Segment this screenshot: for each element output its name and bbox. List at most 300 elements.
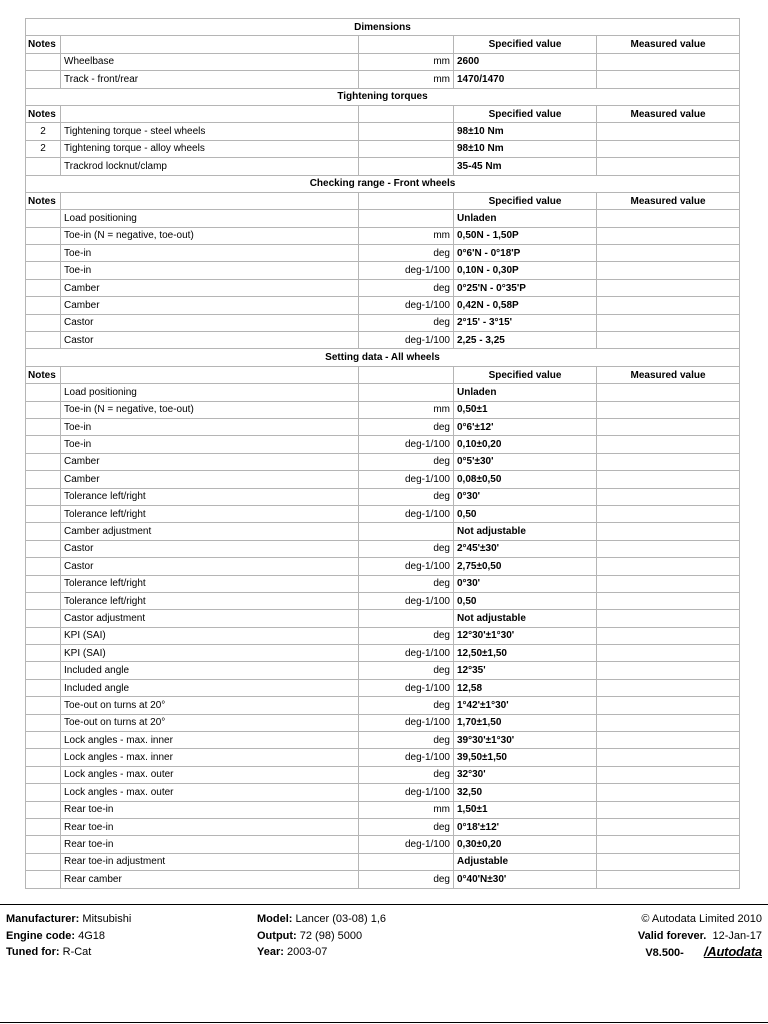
measured-value-cell [597, 471, 740, 488]
specified-value-cell: 12,58 [454, 679, 597, 696]
table-body [26, 19, 740, 889]
version-line [638, 944, 762, 962]
unit-cell: deg [359, 245, 454, 262]
table-row [26, 488, 740, 505]
table-row [26, 53, 740, 70]
unit-cell: deg [359, 314, 454, 331]
note-cell [26, 453, 61, 470]
column-header-row [26, 192, 740, 209]
version: V8.500- [645, 947, 684, 959]
column-header-row [26, 366, 740, 383]
tuned-line [6, 944, 131, 961]
unit-cell: deg [359, 575, 454, 592]
measured-value-cell [597, 766, 740, 783]
measured-value-cell [597, 801, 740, 818]
unit-cell: deg-1/100 [359, 471, 454, 488]
unit-cell: deg-1/100 [359, 592, 454, 609]
description-cell: Lock angles - max. inner [61, 732, 359, 749]
table-row [26, 262, 740, 279]
unit-cell [359, 610, 454, 627]
specified-value-cell: 0,50±1 [454, 401, 597, 418]
specified-value-cell: 0°25'N - 0°35'P [454, 279, 597, 296]
notes-header: Notes [26, 105, 61, 122]
table-row [26, 627, 740, 644]
specified-value-cell: 2,25 - 3,25 [454, 332, 597, 349]
unit-cell: deg [359, 732, 454, 749]
unit-cell: deg-1/100 [359, 297, 454, 314]
unit-cell: deg [359, 279, 454, 296]
note-cell [26, 732, 61, 749]
unit-cell: mm [359, 227, 454, 244]
specified-value-cell: 0°6'N - 0°18'P [454, 245, 597, 262]
description-cell: Castor adjustment [61, 610, 359, 627]
unit-cell [359, 210, 454, 227]
unit-cell: deg-1/100 [359, 749, 454, 766]
description-cell: Included angle [61, 662, 359, 679]
year-label: Year: [257, 946, 284, 958]
table-row [26, 610, 740, 627]
description-cell: Castor [61, 332, 359, 349]
note-cell [26, 471, 61, 488]
measured-value-cell [597, 679, 740, 696]
description-cell: Castor [61, 558, 359, 575]
specified-value-cell: 0°18'±12' [454, 818, 597, 835]
table-row [26, 158, 740, 175]
description-cell: Rear camber [61, 871, 359, 888]
measured-value-cell [597, 627, 740, 644]
table-row [26, 453, 740, 470]
specified-value-cell: 0,08±0,50 [454, 471, 597, 488]
column-header-row [26, 105, 740, 122]
unit-cell: mm [359, 53, 454, 70]
note-cell [26, 662, 61, 679]
specified-value-cell: 0,30±0,20 [454, 836, 597, 853]
specified-value-header: Specified value [454, 36, 597, 53]
table-row [26, 871, 740, 888]
measured-value-cell [597, 227, 740, 244]
manufacturer-label: Manufacturer: [6, 913, 80, 925]
specified-value-cell: Unladen [454, 210, 597, 227]
measured-value-cell [597, 279, 740, 296]
description-cell: Toe-in (N = negative, toe-out) [61, 401, 359, 418]
table-row [26, 523, 740, 540]
measured-value-cell [597, 645, 740, 662]
year-line [257, 944, 386, 961]
measured-value-header: Measured value [597, 366, 740, 383]
table-row [26, 71, 740, 88]
measured-value-cell [597, 140, 740, 157]
description-cell: Toe-in [61, 418, 359, 435]
measured-value-header: Measured value [597, 36, 740, 53]
specified-value-cell: 35-45 Nm [454, 158, 597, 175]
unit-cell [359, 853, 454, 870]
table-row [26, 436, 740, 453]
specified-value-header: Specified value [454, 105, 597, 122]
column-header-row [26, 36, 740, 53]
description-cell: Camber [61, 453, 359, 470]
note-cell [26, 279, 61, 296]
table-row [26, 818, 740, 835]
table-row [26, 418, 740, 435]
table-row [26, 801, 740, 818]
measured-value-cell [597, 540, 740, 557]
description-cell: KPI (SAI) [61, 627, 359, 644]
table-row [26, 558, 740, 575]
specified-value-cell: 0°5'±30' [454, 453, 597, 470]
unit-cell [359, 140, 454, 157]
unit-cell: deg [359, 540, 454, 557]
valid-label: Valid forever. [637, 929, 707, 942]
note-cell [26, 436, 61, 453]
description-cell: Wheelbase [61, 53, 359, 70]
note-cell [26, 505, 61, 522]
specified-value-cell: 2,75±0,50 [454, 558, 597, 575]
description-cell: Toe-out on turns at 20° [61, 697, 359, 714]
note-cell [26, 627, 61, 644]
specified-value-cell: Not adjustable [454, 610, 597, 627]
description-cell: Camber [61, 279, 359, 296]
note-cell: 2 [26, 123, 61, 140]
measured-value-cell [597, 697, 740, 714]
specified-value-cell: Not adjustable [454, 523, 597, 540]
description-cell: Castor [61, 540, 359, 557]
note-cell [26, 679, 61, 696]
table-row [26, 697, 740, 714]
table-row [26, 401, 740, 418]
output-line [257, 928, 386, 945]
specified-value-cell: 2°45'±30' [454, 540, 597, 557]
note-cell [26, 558, 61, 575]
table-row [26, 749, 740, 766]
specified-value-cell: 2°15' - 3°15' [454, 314, 597, 331]
notes-header: Notes [26, 192, 61, 209]
description-header [61, 192, 359, 209]
note-cell [26, 401, 61, 418]
table-row [26, 245, 740, 262]
table-row [26, 210, 740, 227]
note-cell [26, 592, 61, 609]
description-header [61, 105, 359, 122]
specified-value-cell: 2600 [454, 53, 597, 70]
unit-cell: mm [359, 801, 454, 818]
description-cell: Load positioning [61, 384, 359, 401]
unit-cell [359, 523, 454, 540]
measured-value-cell [597, 401, 740, 418]
note-cell [26, 71, 61, 88]
unit-cell: deg-1/100 [359, 679, 454, 696]
footer-left-column [6, 911, 131, 961]
description-cell: Track - front/rear [61, 71, 359, 88]
description-cell: Tolerance left/right [61, 488, 359, 505]
unit-cell: deg-1/100 [359, 262, 454, 279]
engine-value: 4G18 [78, 929, 106, 942]
specified-value-cell: 1°42'±1°30' [454, 697, 597, 714]
unit-cell: deg-1/100 [359, 332, 454, 349]
specified-value-cell: 1470/1470 [454, 71, 597, 88]
note-cell [26, 610, 61, 627]
table-row [26, 679, 740, 696]
year-value: 2003-07 [286, 946, 328, 958]
unit-cell: deg [359, 488, 454, 505]
specified-value-cell: 1,50±1 [454, 801, 597, 818]
table-row [26, 592, 740, 609]
table-row [26, 332, 740, 349]
measured-value-cell [597, 749, 740, 766]
measured-value-cell [597, 71, 740, 88]
specified-value-cell: 0,10N - 0,30P [454, 262, 597, 279]
note-cell [26, 384, 61, 401]
measured-value-cell [597, 784, 740, 801]
specified-value-cell: 0°30' [454, 488, 597, 505]
unit-cell: deg [359, 818, 454, 835]
model-line [257, 911, 386, 928]
note-cell [26, 801, 61, 818]
note-cell [26, 836, 61, 853]
section-title: Setting data - All wheels [26, 349, 740, 366]
measured-value-cell [597, 384, 740, 401]
description-cell: Included angle [61, 679, 359, 696]
description-cell: Trackrod locknut/clamp [61, 158, 359, 175]
manufacturer-line [6, 911, 131, 928]
note-cell [26, 245, 61, 262]
note-cell [26, 418, 61, 435]
section-title-row [26, 349, 740, 366]
measured-value-cell [597, 158, 740, 175]
note-cell [26, 158, 61, 175]
specified-value-cell: 39°30'±1°30' [454, 732, 597, 749]
table-row [26, 314, 740, 331]
specified-value-cell: 12,50±1,50 [454, 645, 597, 662]
measured-value-cell [597, 332, 740, 349]
validity-line [638, 928, 762, 945]
unit-cell: deg [359, 766, 454, 783]
measured-value-cell [597, 418, 740, 435]
table-row [26, 297, 740, 314]
table-row [26, 766, 740, 783]
manufacturer-value: Mitsubishi [82, 913, 132, 925]
description-header [61, 36, 359, 53]
unit-cell: deg [359, 871, 454, 888]
measured-value-cell [597, 818, 740, 835]
specified-value-header: Specified value [454, 192, 597, 209]
unit-cell: mm [359, 71, 454, 88]
specified-value-cell: 0,10±0,20 [454, 436, 597, 453]
unit-header [359, 105, 454, 122]
unit-cell: deg-1/100 [359, 645, 454, 662]
notes-header: Notes [26, 36, 61, 53]
output-label: Output: [257, 929, 297, 942]
table-row [26, 140, 740, 157]
measured-value-cell [597, 871, 740, 888]
footer-right-column [638, 911, 762, 962]
measured-value-cell [597, 488, 740, 505]
note-cell [26, 749, 61, 766]
table-row [26, 227, 740, 244]
measured-value-header: Measured value [597, 105, 740, 122]
table-row [26, 662, 740, 679]
note-cell [26, 714, 61, 731]
specified-value-cell: 0,50N - 1,50P [454, 227, 597, 244]
unit-cell: deg [359, 627, 454, 644]
measured-value-cell [597, 314, 740, 331]
note-cell [26, 332, 61, 349]
measured-value-cell [597, 245, 740, 262]
specified-value-header: Specified value [454, 366, 597, 383]
table-row [26, 645, 740, 662]
note-cell [26, 210, 61, 227]
section-title: Tightening torques [26, 88, 740, 105]
unit-cell: deg [359, 697, 454, 714]
measured-value-cell [597, 297, 740, 314]
measured-value-cell [597, 505, 740, 522]
note-cell [26, 314, 61, 331]
measured-value-cell [597, 592, 740, 609]
note-cell [26, 523, 61, 540]
description-cell: Tightening torque - steel wheels [61, 123, 359, 140]
notes-header: Notes [26, 366, 61, 383]
unit-header [359, 36, 454, 53]
tuned-value: R-Cat [62, 946, 92, 958]
description-cell: Lock angles - max. inner [61, 749, 359, 766]
unit-cell: deg [359, 662, 454, 679]
unit-header [359, 192, 454, 209]
specified-value-cell: 0°30' [454, 575, 597, 592]
description-cell: Tightening torque - alloy wheels [61, 140, 359, 157]
note-cell [26, 818, 61, 835]
print-date: 12-Jan-17 [712, 929, 762, 942]
description-header [61, 366, 359, 383]
note-cell [26, 871, 61, 888]
unit-cell: deg [359, 418, 454, 435]
output-value: 72 (98) 5000 [299, 929, 363, 942]
measured-value-cell [597, 453, 740, 470]
description-cell: Tolerance left/right [61, 575, 359, 592]
measured-value-cell [597, 210, 740, 227]
specified-value-cell: 1,70±1,50 [454, 714, 597, 731]
note-cell [26, 645, 61, 662]
description-cell: Toe-in (N = negative, toe-out) [61, 227, 359, 244]
specified-value-cell: 39,50±1,50 [454, 749, 597, 766]
measured-value-header: Measured value [597, 192, 740, 209]
description-cell: Tolerance left/right [61, 505, 359, 522]
section-title-row [26, 175, 740, 192]
measured-value-cell [597, 53, 740, 70]
specified-value-cell: 32°30' [454, 766, 597, 783]
copyright: © Autodata Limited 2010 [641, 913, 762, 925]
table-row [26, 732, 740, 749]
measured-value-cell [597, 610, 740, 627]
unit-cell: mm [359, 401, 454, 418]
description-cell: Rear toe-in [61, 836, 359, 853]
measured-value-cell [597, 558, 740, 575]
table-row [26, 279, 740, 296]
section-title: Checking range - Front wheels [26, 175, 740, 192]
description-cell: KPI (SAI) [61, 645, 359, 662]
description-cell: Toe-in [61, 262, 359, 279]
description-cell: Camber adjustment [61, 523, 359, 540]
section-title-row [26, 88, 740, 105]
specified-value-cell: 98±10 Nm [454, 140, 597, 157]
description-cell: Rear toe-in [61, 801, 359, 818]
engine-label: Engine code: [6, 929, 76, 942]
measured-value-cell [597, 262, 740, 279]
measured-value-cell [597, 853, 740, 870]
specified-value-cell: 0,50 [454, 592, 597, 609]
model-value: Lancer (03-08) 1,6 [295, 913, 387, 925]
note-cell [26, 766, 61, 783]
table-row [26, 123, 740, 140]
note-cell [26, 540, 61, 557]
table-row [26, 540, 740, 557]
note-cell [26, 575, 61, 592]
unit-header [359, 366, 454, 383]
specified-value-cell: 0°6'±12' [454, 418, 597, 435]
description-cell: Lock angles - max. outer [61, 784, 359, 801]
vehicle-footer [0, 904, 768, 1023]
description-cell: Lock angles - max. outer [61, 766, 359, 783]
table-row [26, 505, 740, 522]
table-row [26, 714, 740, 731]
description-cell: Toe-in [61, 436, 359, 453]
measured-value-cell [597, 123, 740, 140]
measured-value-cell [597, 732, 740, 749]
description-cell: Castor [61, 314, 359, 331]
unit-cell: deg-1/100 [359, 714, 454, 731]
note-cell [26, 853, 61, 870]
specified-value-cell: 32,50 [454, 784, 597, 801]
alignment-data-table [25, 18, 740, 889]
unit-cell: deg-1/100 [359, 558, 454, 575]
autodata-logo: /Autodata [703, 944, 762, 959]
model-label: Model: [257, 913, 293, 925]
measured-value-cell [597, 714, 740, 731]
specified-value-cell: Adjustable [454, 853, 597, 870]
specified-value-cell: 12°30'±1°30' [454, 627, 597, 644]
specified-value-cell: 12°35' [454, 662, 597, 679]
specified-value-cell: 0,50 [454, 505, 597, 522]
measured-value-cell [597, 575, 740, 592]
specified-value-cell: 98±10 Nm [454, 123, 597, 140]
unit-cell [359, 384, 454, 401]
description-cell: Tolerance left/right [61, 592, 359, 609]
note-cell [26, 53, 61, 70]
table-row [26, 575, 740, 592]
specified-value-cell: 0°40'N±30' [454, 871, 597, 888]
section-title: Dimensions [26, 19, 740, 36]
specified-value-cell: Unladen [454, 384, 597, 401]
note-cell [26, 262, 61, 279]
note-cell [26, 488, 61, 505]
note-cell [26, 784, 61, 801]
measured-value-cell [597, 436, 740, 453]
description-cell: Camber [61, 297, 359, 314]
note-cell [26, 697, 61, 714]
tuned-label: Tuned for: [6, 946, 60, 958]
measured-value-cell [597, 836, 740, 853]
table-row [26, 384, 740, 401]
description-cell: Rear toe-in [61, 818, 359, 835]
unit-cell: deg-1/100 [359, 436, 454, 453]
unit-cell: deg [359, 453, 454, 470]
footer-middle-column [257, 911, 386, 961]
section-title-row [26, 19, 740, 36]
description-cell: Rear toe-in adjustment [61, 853, 359, 870]
description-cell: Camber [61, 471, 359, 488]
description-cell: Load positioning [61, 210, 359, 227]
description-cell: Toe-in [61, 245, 359, 262]
engine-line [6, 928, 131, 945]
table-row [26, 853, 740, 870]
